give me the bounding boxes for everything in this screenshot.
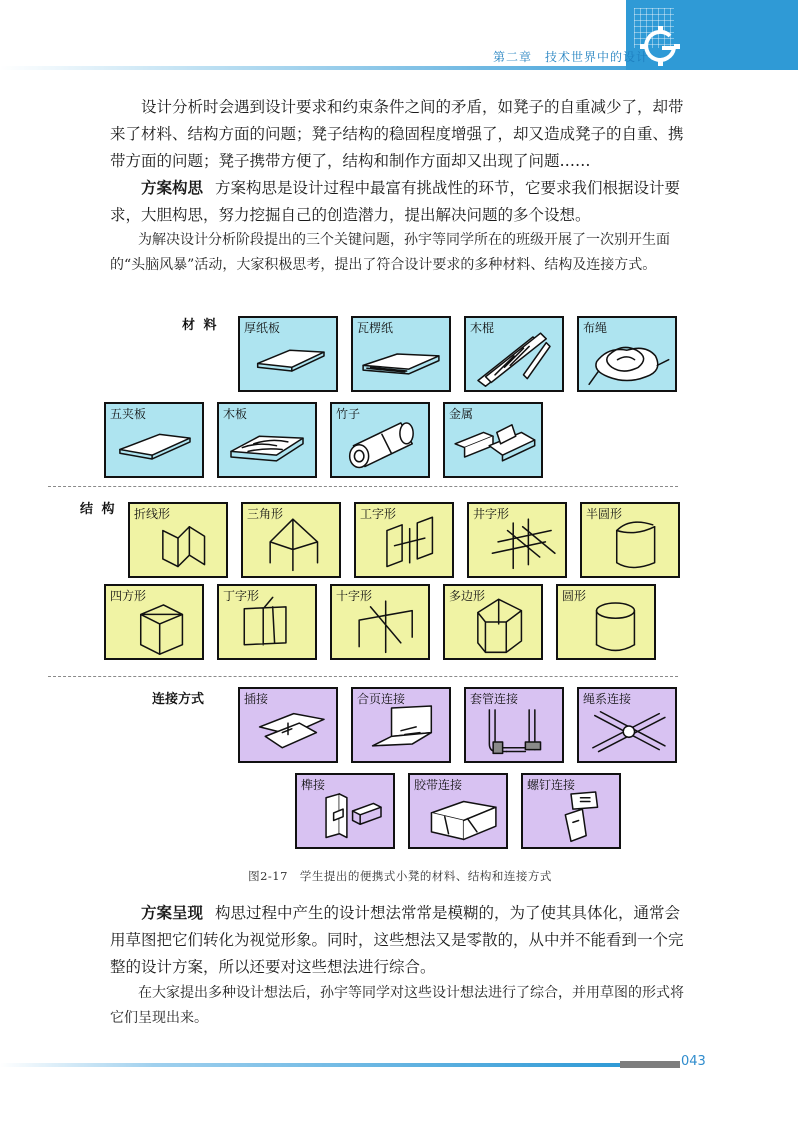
connections-label: 连接方式 bbox=[152, 692, 205, 707]
material-tile bbox=[464, 316, 564, 392]
structure-label: 丁字形 bbox=[223, 589, 260, 603]
figure-caption: 图2-17 学生提出的便携式小凳的材料、结构和连接方式 bbox=[248, 869, 552, 883]
material-label: 布绳 bbox=[583, 321, 608, 335]
material-label: 木棍 bbox=[470, 321, 495, 335]
connection-label: 胶带连接 bbox=[414, 778, 463, 792]
paragraph-4 bbox=[110, 900, 688, 981]
connection-label: 螺钉连接 bbox=[527, 778, 576, 792]
divider bbox=[48, 676, 678, 677]
material-tile bbox=[443, 402, 543, 478]
footer-bar bbox=[0, 1063, 620, 1067]
material-label: 木板 bbox=[223, 407, 248, 421]
paragraph-2 bbox=[110, 175, 688, 229]
connection-tile bbox=[238, 687, 338, 763]
connection-tile bbox=[577, 687, 677, 763]
divider bbox=[48, 486, 678, 487]
structure-tile bbox=[443, 584, 543, 660]
connection-label: 插接 bbox=[244, 692, 269, 706]
structure-tile bbox=[330, 584, 430, 660]
structure-tile bbox=[128, 502, 228, 578]
heading-concept: 方案构思 bbox=[141, 179, 204, 197]
page-number: 043 bbox=[681, 1054, 706, 1069]
structure-label: 三角形 bbox=[247, 507, 284, 521]
connection-tile bbox=[408, 773, 508, 849]
paragraph-5: 在大家提出多种设计想法后，孙宇等同学对这些设计想法进行了综合，并用草图的形式将它们呈现出来。 bbox=[110, 985, 684, 1026]
connection-tile bbox=[351, 687, 451, 763]
header-bar bbox=[0, 66, 660, 70]
material-tile bbox=[238, 316, 338, 392]
material-tile bbox=[577, 316, 677, 392]
material-tile bbox=[351, 316, 451, 392]
connection-tile bbox=[295, 773, 395, 849]
connection-tile bbox=[464, 687, 564, 763]
structure-label: 多边形 bbox=[449, 589, 486, 603]
connection-label: 绳系连接 bbox=[583, 692, 632, 706]
structure-label: 十字形 bbox=[336, 589, 373, 603]
material-tile bbox=[217, 402, 317, 478]
footer-marker bbox=[620, 1061, 680, 1068]
structure-label: 折线形 bbox=[134, 507, 171, 521]
structure-label: 半圆形 bbox=[586, 507, 623, 521]
structure-tile bbox=[354, 502, 454, 578]
connection-label: 榫接 bbox=[301, 778, 326, 792]
connection-tile bbox=[521, 773, 621, 849]
connection-label: 套管连接 bbox=[470, 692, 519, 706]
material-tile bbox=[330, 402, 430, 478]
chapter-title: 第二章 技术世界中的设计 bbox=[493, 50, 650, 64]
paragraph-1: 设计分析时会遇到设计要求和约束条件之间的矛盾，如凳子的自重减少了，却带来了材料、结构方面的问题；凳子结构的稳固程度增强了，却又造成凳子的自重、携带方面的问题；凳子携带方便了，结构和制作方面却又出现了问题…… bbox=[110, 98, 684, 170]
structure-tile bbox=[580, 502, 680, 578]
structure-label: 圆形 bbox=[562, 589, 587, 603]
paragraph-2-text: 方案构思是设计过程中最富有挑战性的环节，它要求我们根据设计要求，大胆构思，努力挖掘自己的创造潜力，提出解决问题的多个设想。 bbox=[110, 179, 681, 224]
material-label: 竹子 bbox=[336, 407, 361, 421]
structure-tile bbox=[467, 502, 567, 578]
material-label: 厚纸板 bbox=[244, 321, 281, 335]
material-label: 金属 bbox=[449, 407, 474, 421]
paragraph-4-text: 构思过程中产生的设计想法常常是模糊的，为了使其具体化，通常会用草图把它们转化为视觉形象。同时，这些想法又是零散的，从中并不能看到一个完整的设计方案，所以还要对这些想法进行综合。 bbox=[110, 904, 684, 976]
structure-label: 工字形 bbox=[360, 507, 397, 521]
structure-tile bbox=[556, 584, 656, 660]
connection-label: 合页连接 bbox=[357, 692, 406, 706]
structure-tile bbox=[104, 584, 204, 660]
structures-label: 结 构 bbox=[80, 502, 117, 517]
material-tile bbox=[104, 402, 204, 478]
structure-label: 四方形 bbox=[110, 589, 147, 603]
material-label: 瓦楞纸 bbox=[357, 321, 394, 335]
structure-tile bbox=[241, 502, 341, 578]
structure-tile bbox=[217, 584, 317, 660]
heading-presentation: 方案呈现 bbox=[141, 904, 204, 922]
material-label: 五夹板 bbox=[110, 407, 147, 421]
structure-label: 井字形 bbox=[473, 507, 510, 521]
paragraph-3: 为解决设计分析阶段提出的三个关键问题，孙宇等同学所在的班级开展了一次别开生面的“头脑风暴”活动，大家积极思考，提出了符合设计要求的多种材料、结构及连接方式。 bbox=[110, 232, 670, 273]
materials-label: 材 料 bbox=[182, 318, 219, 333]
